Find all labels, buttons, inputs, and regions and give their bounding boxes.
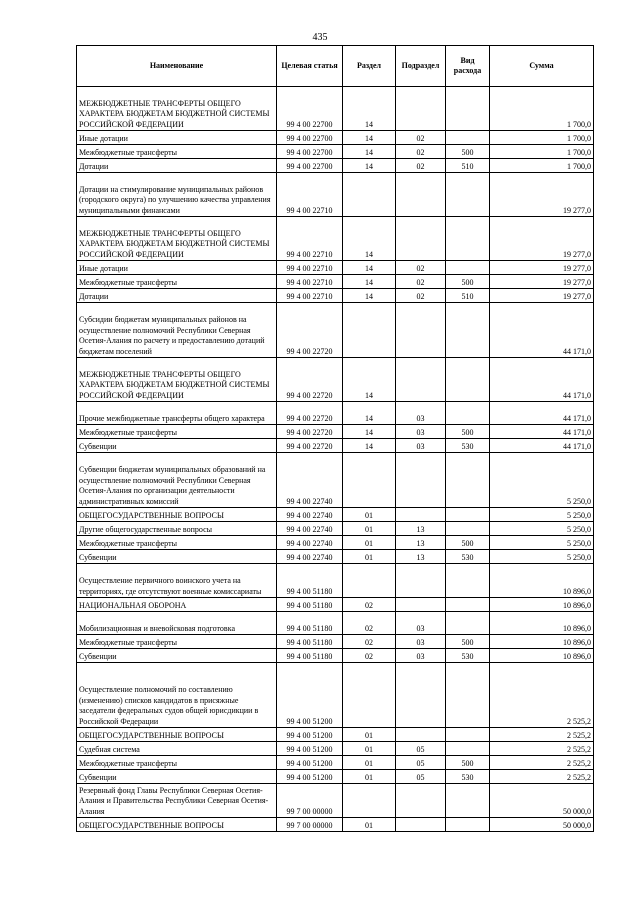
cell-subsection xyxy=(396,358,446,402)
cell-target: 99 4 00 22700 xyxy=(277,87,343,131)
cell-amount: 50 000,0 xyxy=(490,818,594,832)
cell-target: 99 4 00 22740 xyxy=(277,453,343,508)
cell-target: 99 4 00 22710 xyxy=(277,173,343,217)
cell-name: Субвенции бюджетам муниципальных образований на осуществление полномочий Республики Северная Осетия-Алания по организации деятельности административных комиссий xyxy=(77,453,277,508)
table-row xyxy=(77,550,594,564)
cell-section: 01 xyxy=(343,756,396,770)
cell-target: 99 4 00 51180 xyxy=(277,635,343,649)
cell-expense-type xyxy=(446,508,490,522)
cell-name: Субвенции xyxy=(77,439,277,453)
cell-amount: 10 896,0 xyxy=(490,598,594,612)
cell-section: 01 xyxy=(343,770,396,784)
table-row xyxy=(77,728,594,742)
cell-amount: 2 525,2 xyxy=(490,756,594,770)
cell-name: Мобилизационная и вневойсковая подготовка xyxy=(77,612,277,635)
cell-section xyxy=(343,453,396,508)
cell-target: 99 4 00 51200 xyxy=(277,663,343,728)
cell-subsection: 02 xyxy=(396,289,446,303)
cell-name: Межбюджетные трансферты xyxy=(77,756,277,770)
cell-amount: 2 525,2 xyxy=(490,742,594,756)
cell-target: 99 4 00 22700 xyxy=(277,131,343,145)
cell-section: 14 xyxy=(343,402,396,425)
cell-expense-type xyxy=(446,261,490,275)
cell-target: 99 4 00 22720 xyxy=(277,439,343,453)
cell-section: 02 xyxy=(343,649,396,663)
cell-subsection xyxy=(396,217,446,261)
cell-subsection xyxy=(396,564,446,598)
table-row xyxy=(77,756,594,770)
cell-subsection xyxy=(396,784,446,818)
cell-amount: 50 000,0 xyxy=(490,784,594,818)
table-row xyxy=(77,131,594,145)
cell-expense-type xyxy=(446,663,490,728)
cell-amount: 1 700,0 xyxy=(490,159,594,173)
table-row xyxy=(77,742,594,756)
cell-section: 14 xyxy=(343,439,396,453)
table-header-row xyxy=(77,46,594,87)
cell-name: ОБЩЕГОСУДАРСТВЕННЫЕ ВОПРОСЫ xyxy=(77,508,277,522)
table-row xyxy=(77,402,594,425)
cell-section: 14 xyxy=(343,145,396,159)
cell-expense-type: 530 xyxy=(446,550,490,564)
cell-amount: 1 700,0 xyxy=(490,87,594,131)
cell-subsection: 03 xyxy=(396,649,446,663)
table-row xyxy=(77,159,594,173)
cell-section: 02 xyxy=(343,598,396,612)
cell-subsection xyxy=(396,508,446,522)
cell-amount: 19 277,0 xyxy=(490,289,594,303)
cell-name: Иные дотации xyxy=(77,131,277,145)
cell-subsection xyxy=(396,663,446,728)
cell-expense-type xyxy=(446,217,490,261)
cell-section: 14 xyxy=(343,289,396,303)
cell-expense-type xyxy=(446,598,490,612)
cell-expense-type: 530 xyxy=(446,439,490,453)
cell-subsection: 13 xyxy=(396,522,446,536)
cell-target: 99 4 00 51200 xyxy=(277,756,343,770)
cell-section xyxy=(343,173,396,217)
cell-amount: 5 250,0 xyxy=(490,508,594,522)
cell-subsection: 03 xyxy=(396,439,446,453)
cell-amount: 44 171,0 xyxy=(490,402,594,425)
cell-name: Дотации xyxy=(77,159,277,173)
cell-subsection xyxy=(396,173,446,217)
cell-expense-type: 510 xyxy=(446,289,490,303)
table-body xyxy=(77,87,594,832)
cell-subsection: 05 xyxy=(396,742,446,756)
cell-section xyxy=(343,663,396,728)
cell-amount: 1 700,0 xyxy=(490,145,594,159)
cell-subsection: 02 xyxy=(396,145,446,159)
cell-target: 99 4 00 51200 xyxy=(277,728,343,742)
cell-amount: 44 171,0 xyxy=(490,439,594,453)
cell-name: Межбюджетные трансферты xyxy=(77,635,277,649)
cell-target: 99 4 00 51180 xyxy=(277,612,343,635)
table-row xyxy=(77,784,594,818)
header-section: Раздел xyxy=(343,46,396,87)
cell-amount: 10 896,0 xyxy=(490,612,594,635)
cell-subsection: 05 xyxy=(396,756,446,770)
cell-amount: 19 277,0 xyxy=(490,275,594,289)
table-row xyxy=(77,598,594,612)
cell-name: Межбюджетные трансферты xyxy=(77,145,277,159)
cell-name: Межбюджетные трансферты xyxy=(77,536,277,550)
cell-section: 01 xyxy=(343,508,396,522)
cell-expense-type xyxy=(446,303,490,358)
table-row xyxy=(77,818,594,832)
cell-target: 99 4 00 51200 xyxy=(277,742,343,756)
cell-amount: 19 277,0 xyxy=(490,261,594,275)
cell-expense-type xyxy=(446,784,490,818)
cell-section: 14 xyxy=(343,131,396,145)
cell-expense-type xyxy=(446,131,490,145)
cell-subsection xyxy=(396,818,446,832)
cell-expense-type: 500 xyxy=(446,425,490,439)
header-amount: Сумма xyxy=(490,46,594,87)
cell-expense-type xyxy=(446,173,490,217)
cell-target: 99 4 00 22710 xyxy=(277,217,343,261)
cell-name: МЕЖБЮДЖЕТНЫЕ ТРАНСФЕРТЫ ОБЩЕГО ХАРАКТЕРА БЮДЖЕТАМ БЮДЖЕТНОЙ СИСТЕМЫ РОССИЙСКОЙ ФЕДЕРАЦИИ xyxy=(77,358,277,402)
cell-subsection: 03 xyxy=(396,425,446,439)
cell-subsection xyxy=(396,598,446,612)
cell-amount: 10 896,0 xyxy=(490,564,594,598)
table-row xyxy=(77,275,594,289)
cell-expense-type xyxy=(446,87,490,131)
cell-expense-type xyxy=(446,522,490,536)
header-target: Целевая статья xyxy=(277,46,343,87)
cell-target: 99 4 00 22700 xyxy=(277,145,343,159)
cell-expense-type xyxy=(446,818,490,832)
cell-section: 14 xyxy=(343,217,396,261)
cell-subsection: 02 xyxy=(396,131,446,145)
cell-name: ОБЩЕГОСУДАРСТВЕННЫЕ ВОПРОСЫ xyxy=(77,728,277,742)
cell-name: Субвенции xyxy=(77,550,277,564)
cell-section: 01 xyxy=(343,742,396,756)
header-subsection: Подраздел xyxy=(396,46,446,87)
cell-section: 01 xyxy=(343,550,396,564)
cell-subsection xyxy=(396,453,446,508)
cell-expense-type xyxy=(446,564,490,598)
cell-amount: 2 525,2 xyxy=(490,663,594,728)
cell-amount: 44 171,0 xyxy=(490,425,594,439)
cell-expense-type: 500 xyxy=(446,635,490,649)
budget-table xyxy=(76,45,594,832)
cell-section: 01 xyxy=(343,728,396,742)
cell-target: 99 4 00 51180 xyxy=(277,564,343,598)
cell-target: 99 4 00 22710 xyxy=(277,275,343,289)
cell-target: 99 4 00 22740 xyxy=(277,508,343,522)
cell-target: 99 4 00 22700 xyxy=(277,159,343,173)
cell-subsection: 03 xyxy=(396,402,446,425)
cell-section: 02 xyxy=(343,612,396,635)
cell-name: ОБЩЕГОСУДАРСТВЕННЫЕ ВОПРОСЫ xyxy=(77,818,277,832)
cell-expense-type: 500 xyxy=(446,536,490,550)
table-row xyxy=(77,289,594,303)
table-row xyxy=(77,564,594,598)
cell-amount: 1 700,0 xyxy=(490,131,594,145)
cell-name: НАЦИОНАЛЬНАЯ ОБОРОНА xyxy=(77,598,277,612)
cell-subsection: 02 xyxy=(396,275,446,289)
cell-expense-type xyxy=(446,358,490,402)
cell-target: 99 7 00 00000 xyxy=(277,818,343,832)
cell-expense-type xyxy=(446,453,490,508)
table-row xyxy=(77,425,594,439)
cell-section: 01 xyxy=(343,522,396,536)
cell-target: 99 4 00 22720 xyxy=(277,425,343,439)
table-row xyxy=(77,663,594,728)
cell-section xyxy=(343,564,396,598)
cell-name: Иные дотации xyxy=(77,261,277,275)
cell-subsection: 13 xyxy=(396,536,446,550)
cell-name: Осуществление первичного воинского учета на территориях, где отсутствуют военные комиссариаты xyxy=(77,564,277,598)
cell-amount: 2 525,2 xyxy=(490,728,594,742)
cell-amount: 5 250,0 xyxy=(490,536,594,550)
cell-target: 99 4 00 22710 xyxy=(277,289,343,303)
cell-expense-type: 500 xyxy=(446,275,490,289)
cell-target: 99 4 00 51200 xyxy=(277,770,343,784)
cell-target: 99 4 00 22740 xyxy=(277,550,343,564)
cell-target: 99 4 00 22710 xyxy=(277,261,343,275)
table-row xyxy=(77,439,594,453)
cell-amount: 5 250,0 xyxy=(490,453,594,508)
cell-amount: 44 171,0 xyxy=(490,303,594,358)
table-row xyxy=(77,508,594,522)
cell-expense-type: 510 xyxy=(446,159,490,173)
cell-subsection: 02 xyxy=(396,261,446,275)
cell-name: Дотации на стимулирование муниципальных районов (городского округа) по улучшению качества управления муниципальными финансами xyxy=(77,173,277,217)
cell-section: 01 xyxy=(343,818,396,832)
cell-section: 14 xyxy=(343,275,396,289)
cell-subsection xyxy=(396,87,446,131)
table-row xyxy=(77,612,594,635)
table-row xyxy=(77,145,594,159)
cell-target: 99 4 00 22740 xyxy=(277,522,343,536)
cell-name: Судебная система xyxy=(77,742,277,756)
cell-name: Дотации xyxy=(77,289,277,303)
cell-expense-type: 500 xyxy=(446,756,490,770)
cell-subsection: 03 xyxy=(396,635,446,649)
cell-expense-type: 530 xyxy=(446,649,490,663)
cell-section: 14 xyxy=(343,425,396,439)
cell-section: 14 xyxy=(343,159,396,173)
table-row xyxy=(77,770,594,784)
cell-expense-type: 500 xyxy=(446,145,490,159)
cell-name: Осуществление полномочий по составлению (изменению) списков кандидатов в присяжные заседатели федеральных судов общей юрисдикции в Российской Федерации xyxy=(77,663,277,728)
cell-name: Субвенции xyxy=(77,649,277,663)
header-name: Наименование xyxy=(77,46,277,87)
cell-expense-type xyxy=(446,402,490,425)
cell-target: 99 4 00 22740 xyxy=(277,536,343,550)
table-row xyxy=(77,217,594,261)
cell-name: Прочие межбюджетные трансферты общего характера xyxy=(77,402,277,425)
cell-expense-type xyxy=(446,612,490,635)
table-row xyxy=(77,635,594,649)
cell-section: 02 xyxy=(343,635,396,649)
cell-name: Другие общегосударственные вопросы xyxy=(77,522,277,536)
cell-expense-type: 530 xyxy=(446,770,490,784)
table-row xyxy=(77,522,594,536)
table-row xyxy=(77,87,594,131)
cell-target: 99 4 00 51180 xyxy=(277,598,343,612)
cell-amount: 10 896,0 xyxy=(490,649,594,663)
cell-amount: 2 525,2 xyxy=(490,770,594,784)
cell-name: МЕЖБЮДЖЕТНЫЕ ТРАНСФЕРТЫ ОБЩЕГО ХАРАКТЕРА БЮДЖЕТАМ БЮДЖЕТНОЙ СИСТЕМЫ РОССИЙСКОЙ ФЕДЕРАЦИИ xyxy=(77,217,277,261)
cell-target: 99 7 00 00000 xyxy=(277,784,343,818)
cell-target: 99 4 00 51180 xyxy=(277,649,343,663)
cell-target: 99 4 00 22720 xyxy=(277,303,343,358)
cell-subsection: 03 xyxy=(396,612,446,635)
cell-amount: 10 896,0 xyxy=(490,635,594,649)
cell-subsection: 13 xyxy=(396,550,446,564)
table-row xyxy=(77,303,594,358)
cell-section xyxy=(343,303,396,358)
cell-name: Субсидии бюджетам муниципальных районов на осуществление полномочий Республики Северная Осетия-Алания по расчету и предоставлению дотаций бюджетам поселений xyxy=(77,303,277,358)
cell-expense-type xyxy=(446,742,490,756)
table-row xyxy=(77,173,594,217)
table-row xyxy=(77,536,594,550)
cell-target: 99 4 00 22720 xyxy=(277,358,343,402)
cell-section xyxy=(343,784,396,818)
cell-name: Резервный фонд Главы Республики Северная Осетия-Алания и Правительства Республики Северная Осетия-Алания xyxy=(77,784,277,818)
cell-name: Межбюджетные трансферты xyxy=(77,275,277,289)
table-row xyxy=(77,453,594,508)
cell-expense-type xyxy=(446,728,490,742)
table-row xyxy=(77,261,594,275)
header-expense-type: Вид расхода xyxy=(446,46,490,87)
cell-section: 14 xyxy=(343,87,396,131)
cell-amount: 44 171,0 xyxy=(490,358,594,402)
cell-amount: 5 250,0 xyxy=(490,522,594,536)
cell-target: 99 4 00 22720 xyxy=(277,402,343,425)
cell-subsection: 05 xyxy=(396,770,446,784)
cell-subsection: 02 xyxy=(396,159,446,173)
cell-amount: 5 250,0 xyxy=(490,550,594,564)
cell-section: 14 xyxy=(343,261,396,275)
cell-section: 01 xyxy=(343,536,396,550)
table-row xyxy=(77,358,594,402)
table-row xyxy=(77,649,594,663)
cell-amount: 19 277,0 xyxy=(490,173,594,217)
cell-name: Межбюджетные трансферты xyxy=(77,425,277,439)
cell-subsection xyxy=(396,728,446,742)
cell-section: 14 xyxy=(343,358,396,402)
page-number: 435 xyxy=(312,32,328,43)
cell-subsection xyxy=(396,303,446,358)
cell-amount: 19 277,0 xyxy=(490,217,594,261)
cell-name: Субвенции xyxy=(77,770,277,784)
cell-name: МЕЖБЮДЖЕТНЫЕ ТРАНСФЕРТЫ ОБЩЕГО ХАРАКТЕРА БЮДЖЕТАМ БЮДЖЕТНОЙ СИСТЕМЫ РОССИЙСКОЙ ФЕДЕРАЦИИ xyxy=(77,87,277,131)
